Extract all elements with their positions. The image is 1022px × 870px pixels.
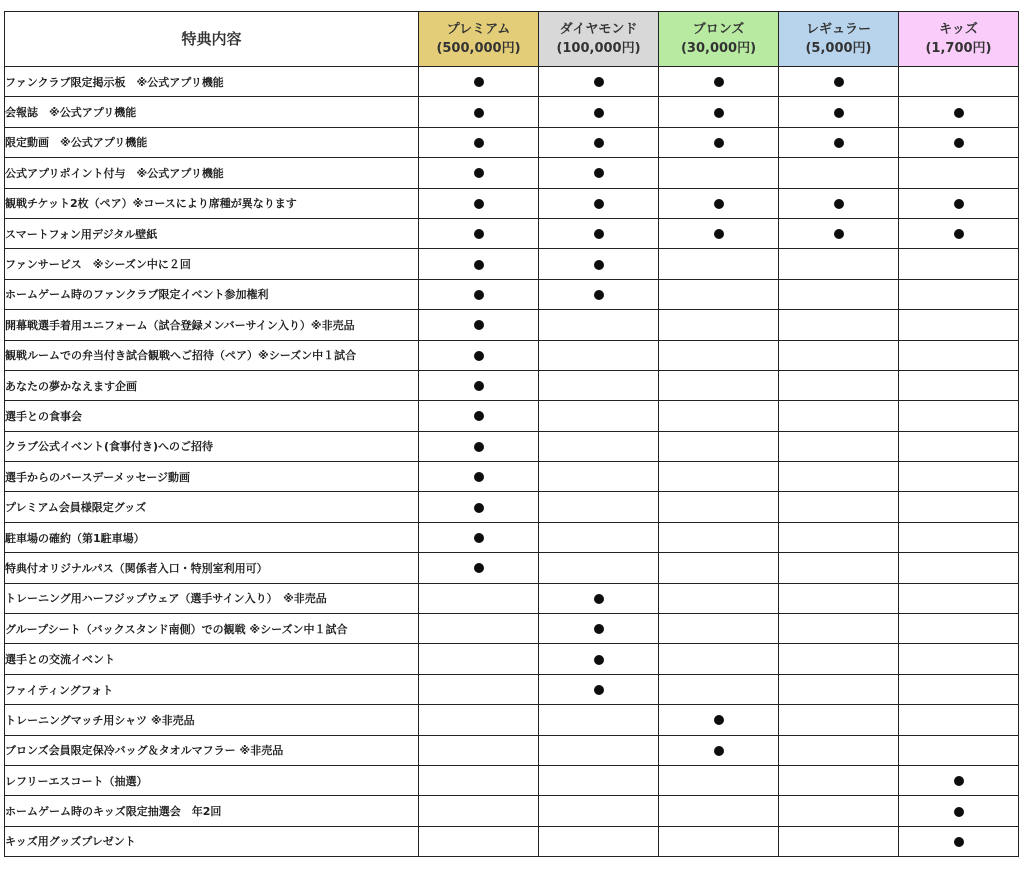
included-dot-icon xyxy=(474,77,484,87)
tier-mark-cell xyxy=(419,218,539,248)
included-dot-icon xyxy=(474,199,484,209)
tier-name: キッズ xyxy=(939,22,978,37)
tier-mark-cell xyxy=(659,279,779,309)
tier-mark-cell xyxy=(659,370,779,400)
included-dot-icon xyxy=(714,746,724,756)
tier-mark-cell xyxy=(539,462,659,492)
included-dot-icon xyxy=(954,138,964,148)
table-row xyxy=(5,583,1019,613)
tier-mark-cell xyxy=(659,431,779,461)
included-dot-icon xyxy=(474,229,484,239)
benefit-label: 選手との食事会 xyxy=(5,401,419,431)
included-dot-icon xyxy=(474,351,484,361)
tier-mark-cell xyxy=(539,614,659,644)
included-dot-icon xyxy=(474,503,484,513)
included-dot-icon xyxy=(594,138,604,148)
tier-mark-cell xyxy=(899,310,1019,340)
benefit-label: 選手との交流イベント xyxy=(5,644,419,674)
tier-mark-cell xyxy=(659,127,779,157)
tier-mark-cell xyxy=(899,765,1019,795)
benefit-label: ブロンズ会員限定保冷バッグ＆タオルマフラー ※非売品 xyxy=(5,735,419,765)
tier-mark-cell xyxy=(659,340,779,370)
included-dot-icon xyxy=(834,138,844,148)
tier-mark-cell xyxy=(539,796,659,826)
benefit-label: 観戦ルームでの弁当付き試合観戦へご招待（ペア）※シーズン中１試合 xyxy=(5,340,419,370)
included-dot-icon xyxy=(954,776,964,786)
tier-mark-cell xyxy=(899,218,1019,248)
tier-mark-cell xyxy=(779,553,899,583)
tier-mark-cell xyxy=(539,218,659,248)
tier-mark-cell xyxy=(419,401,539,431)
tier-mark-cell xyxy=(539,249,659,279)
tier-name: プレミアム xyxy=(446,22,511,37)
tier-mark-cell xyxy=(539,735,659,765)
tier-mark-cell xyxy=(539,492,659,522)
tier-mark-cell xyxy=(419,614,539,644)
benefit-label: 限定動画 ※公式アプリ機能 xyxy=(5,127,419,157)
included-dot-icon xyxy=(474,108,484,118)
tier-price: (1,700円) xyxy=(925,41,992,56)
tier-price: (5,000円) xyxy=(805,41,872,56)
tier-mark-cell xyxy=(779,462,899,492)
header-row xyxy=(5,12,1019,67)
tier-mark-cell xyxy=(899,97,1019,127)
tier-mark-cell xyxy=(659,67,779,97)
tier-mark-cell xyxy=(539,583,659,613)
tier-mark-cell xyxy=(539,188,659,218)
table-row xyxy=(5,796,1019,826)
benefit-label: 特典付オリジナルパス（関係者入口・特別室利用可） xyxy=(5,553,419,583)
table-row xyxy=(5,67,1019,97)
included-dot-icon xyxy=(834,229,844,239)
tier-name: ブロンズ xyxy=(692,22,745,37)
included-dot-icon xyxy=(474,290,484,300)
benefit-label: 開幕戦選手着用ユニフォーム（試合登録メンバーサイン入り）※非売品 xyxy=(5,310,419,340)
included-dot-icon xyxy=(594,594,604,604)
tier-mark-cell xyxy=(659,462,779,492)
tier-mark-cell xyxy=(659,644,779,674)
included-dot-icon xyxy=(474,168,484,178)
table-row xyxy=(5,522,1019,552)
tier-mark-cell xyxy=(899,492,1019,522)
tier-header xyxy=(659,12,779,67)
tier-mark-cell xyxy=(899,158,1019,188)
tier-mark-cell xyxy=(539,644,659,674)
benefit-label: グループシート（バックスタンド南側）での観戦 ※シーズン中１試合 xyxy=(5,614,419,644)
included-dot-icon xyxy=(474,320,484,330)
tier-mark-cell xyxy=(419,370,539,400)
tier-mark-cell xyxy=(659,158,779,188)
included-dot-icon xyxy=(714,199,724,209)
table-row xyxy=(5,370,1019,400)
included-dot-icon xyxy=(474,533,484,543)
table-row xyxy=(5,97,1019,127)
table-row xyxy=(5,279,1019,309)
table-row xyxy=(5,158,1019,188)
benefit-label: キッズ用グッズプレゼント xyxy=(5,826,419,856)
tier-mark-cell xyxy=(779,492,899,522)
tier-mark-cell xyxy=(899,249,1019,279)
included-dot-icon xyxy=(474,442,484,452)
tier-mark-cell xyxy=(899,553,1019,583)
benefit-label: プレミアム会員様限定グッズ xyxy=(5,492,419,522)
benefit-label: ホームゲーム時のキッズ限定抽選会 年2回 xyxy=(5,796,419,826)
tier-mark-cell xyxy=(899,735,1019,765)
benefit-label: 観戦チケット2枚（ペア）※コースにより席種が異なります xyxy=(5,188,419,218)
benefit-label: ファイティングフォト xyxy=(5,674,419,704)
included-dot-icon xyxy=(474,472,484,482)
benefit-label: ファンサービス ※シーズン中に２回 xyxy=(5,249,419,279)
tier-mark-cell xyxy=(899,370,1019,400)
benefit-label: トレーニング用ハーフジップウェア（選手サイン入り） ※非売品 xyxy=(5,583,419,613)
tier-mark-cell xyxy=(779,279,899,309)
table-row xyxy=(5,644,1019,674)
tier-mark-cell xyxy=(539,310,659,340)
benefit-label: ファンクラブ限定掲示板 ※公式アプリ機能 xyxy=(5,67,419,97)
table-row xyxy=(5,431,1019,461)
tier-mark-cell xyxy=(899,644,1019,674)
tier-mark-cell xyxy=(659,826,779,856)
tier-mark-cell xyxy=(779,705,899,735)
tier-mark-cell xyxy=(779,340,899,370)
tier-mark-cell xyxy=(779,522,899,552)
tier-mark-cell xyxy=(659,249,779,279)
tier-mark-cell xyxy=(419,462,539,492)
tier-mark-cell xyxy=(899,705,1019,735)
tier-mark-cell xyxy=(899,279,1019,309)
benefits-table xyxy=(4,11,1019,857)
included-dot-icon xyxy=(714,108,724,118)
benefit-label: ホームゲーム時のファンクラブ限定イベント参加権利 xyxy=(5,279,419,309)
included-dot-icon xyxy=(474,260,484,270)
table-row xyxy=(5,553,1019,583)
tier-name: ダイヤモンド xyxy=(559,22,638,37)
table-row xyxy=(5,310,1019,340)
tier-mark-cell xyxy=(779,127,899,157)
tier-mark-cell xyxy=(419,492,539,522)
table-row xyxy=(5,674,1019,704)
tier-mark-cell xyxy=(539,765,659,795)
benefit-label: 会報誌 ※公式アプリ機能 xyxy=(5,97,419,127)
included-dot-icon xyxy=(834,199,844,209)
tier-mark-cell xyxy=(899,674,1019,704)
tier-header xyxy=(419,12,539,67)
tier-mark-cell xyxy=(539,553,659,583)
tier-mark-cell xyxy=(419,644,539,674)
included-dot-icon xyxy=(474,563,484,573)
tier-mark-cell xyxy=(419,826,539,856)
tier-mark-cell xyxy=(419,765,539,795)
tier-mark-cell xyxy=(899,583,1019,613)
tier-mark-cell xyxy=(419,735,539,765)
tier-mark-cell xyxy=(419,583,539,613)
benefit-label: 公式アプリポイント付与 ※公式アプリ機能 xyxy=(5,158,419,188)
tier-mark-cell xyxy=(899,67,1019,97)
table-row xyxy=(5,614,1019,644)
included-dot-icon xyxy=(834,108,844,118)
tier-mark-cell xyxy=(419,796,539,826)
included-dot-icon xyxy=(594,199,604,209)
benefits-table-body xyxy=(5,67,1019,857)
tier-mark-cell xyxy=(659,796,779,826)
benefit-label: 選手からのバースデーメッセージ動画 xyxy=(5,462,419,492)
benefit-label: スマートフォン用デジタル壁紙 xyxy=(5,218,419,248)
table-row xyxy=(5,218,1019,248)
tier-mark-cell xyxy=(419,97,539,127)
table-row xyxy=(5,462,1019,492)
table-row xyxy=(5,735,1019,765)
tier-price: (30,000円) xyxy=(680,41,757,56)
tier-mark-cell xyxy=(659,401,779,431)
tier-mark-cell xyxy=(899,796,1019,826)
tier-header xyxy=(899,12,1019,67)
tier-name: レギュラー xyxy=(805,22,871,37)
included-dot-icon xyxy=(594,685,604,695)
tier-mark-cell xyxy=(419,67,539,97)
tier-mark-cell xyxy=(659,97,779,127)
included-dot-icon xyxy=(594,168,604,178)
benefit-column-header: 特典内容 xyxy=(5,12,419,67)
tier-mark-cell xyxy=(539,826,659,856)
tier-header xyxy=(779,12,899,67)
included-dot-icon xyxy=(954,807,964,817)
table-row xyxy=(5,188,1019,218)
tier-mark-cell xyxy=(419,310,539,340)
tier-mark-cell xyxy=(539,370,659,400)
tier-mark-cell xyxy=(779,614,899,644)
tier-mark-cell xyxy=(539,127,659,157)
tier-mark-cell xyxy=(899,614,1019,644)
table-row xyxy=(5,826,1019,856)
tier-header xyxy=(539,12,659,67)
table-row xyxy=(5,705,1019,735)
tier-mark-cell xyxy=(899,127,1019,157)
tier-mark-cell xyxy=(779,644,899,674)
tier-mark-cell xyxy=(779,431,899,461)
tier-mark-cell xyxy=(779,674,899,704)
tier-mark-cell xyxy=(539,67,659,97)
tier-mark-cell xyxy=(779,826,899,856)
included-dot-icon xyxy=(954,199,964,209)
tier-mark-cell xyxy=(539,401,659,431)
tier-mark-cell xyxy=(899,826,1019,856)
tier-mark-cell xyxy=(419,249,539,279)
tier-mark-cell xyxy=(419,522,539,552)
benefit-label: クラブ公式イベント(食事付き)へのご招待 xyxy=(5,431,419,461)
tier-price: (100,000円) xyxy=(556,41,641,56)
tier-mark-cell xyxy=(659,614,779,644)
included-dot-icon xyxy=(474,411,484,421)
tier-mark-cell xyxy=(659,583,779,613)
tier-mark-cell xyxy=(779,158,899,188)
included-dot-icon xyxy=(954,837,964,847)
table-row xyxy=(5,127,1019,157)
tier-mark-cell xyxy=(779,188,899,218)
tier-mark-cell xyxy=(779,370,899,400)
tier-mark-cell xyxy=(899,340,1019,370)
tier-mark-cell xyxy=(779,796,899,826)
tier-mark-cell xyxy=(779,249,899,279)
tier-mark-cell xyxy=(419,279,539,309)
tier-mark-cell xyxy=(659,522,779,552)
tier-mark-cell xyxy=(419,188,539,218)
included-dot-icon xyxy=(714,715,724,725)
included-dot-icon xyxy=(714,77,724,87)
tier-mark-cell xyxy=(899,188,1019,218)
tier-mark-cell xyxy=(539,158,659,188)
tier-mark-cell xyxy=(659,188,779,218)
tier-mark-cell xyxy=(659,705,779,735)
tier-mark-cell xyxy=(659,765,779,795)
tier-mark-cell xyxy=(419,553,539,583)
benefit-label: トレーニングマッチ用シャツ ※非売品 xyxy=(5,705,419,735)
included-dot-icon xyxy=(594,229,604,239)
tier-mark-cell xyxy=(779,401,899,431)
tier-mark-cell xyxy=(419,158,539,188)
tier-price: (500,000円) xyxy=(436,41,521,56)
tier-mark-cell xyxy=(659,553,779,583)
tier-mark-cell xyxy=(779,218,899,248)
tier-mark-cell xyxy=(659,218,779,248)
tier-mark-cell xyxy=(899,462,1019,492)
table-row xyxy=(5,401,1019,431)
included-dot-icon xyxy=(474,138,484,148)
tier-mark-cell xyxy=(539,705,659,735)
tier-mark-cell xyxy=(539,279,659,309)
benefit-label: レフリーエスコート（抽選） xyxy=(5,765,419,795)
tier-mark-cell xyxy=(659,735,779,765)
tier-mark-cell xyxy=(419,674,539,704)
benefit-label: あなたの夢かなえます企画 xyxy=(5,370,419,400)
included-dot-icon xyxy=(714,229,724,239)
tier-mark-cell xyxy=(779,310,899,340)
included-dot-icon xyxy=(714,138,724,148)
tier-mark-cell xyxy=(539,97,659,127)
tier-mark-cell xyxy=(899,431,1019,461)
included-dot-icon xyxy=(594,655,604,665)
included-dot-icon xyxy=(594,624,604,634)
tier-mark-cell xyxy=(419,340,539,370)
tier-mark-cell xyxy=(419,127,539,157)
tier-mark-cell xyxy=(899,522,1019,552)
tier-mark-cell xyxy=(779,67,899,97)
table-row xyxy=(5,340,1019,370)
tier-mark-cell xyxy=(779,97,899,127)
tier-mark-cell xyxy=(659,310,779,340)
tier-mark-cell xyxy=(539,340,659,370)
included-dot-icon xyxy=(594,260,604,270)
included-dot-icon xyxy=(474,381,484,391)
tier-mark-cell xyxy=(779,765,899,795)
tier-mark-cell xyxy=(899,401,1019,431)
tier-mark-cell xyxy=(539,522,659,552)
included-dot-icon xyxy=(594,108,604,118)
benefit-label: 駐車場の確約（第1駐車場） xyxy=(5,522,419,552)
table-row xyxy=(5,765,1019,795)
tier-mark-cell xyxy=(419,431,539,461)
included-dot-icon xyxy=(954,108,964,118)
included-dot-icon xyxy=(594,290,604,300)
tier-mark-cell xyxy=(539,674,659,704)
tier-mark-cell xyxy=(539,431,659,461)
tier-mark-cell xyxy=(779,583,899,613)
included-dot-icon xyxy=(594,77,604,87)
tier-mark-cell xyxy=(659,492,779,522)
included-dot-icon xyxy=(954,229,964,239)
tier-mark-cell xyxy=(779,735,899,765)
table-row xyxy=(5,492,1019,522)
table-row xyxy=(5,249,1019,279)
included-dot-icon xyxy=(834,77,844,87)
tier-mark-cell xyxy=(419,705,539,735)
tier-mark-cell xyxy=(659,674,779,704)
